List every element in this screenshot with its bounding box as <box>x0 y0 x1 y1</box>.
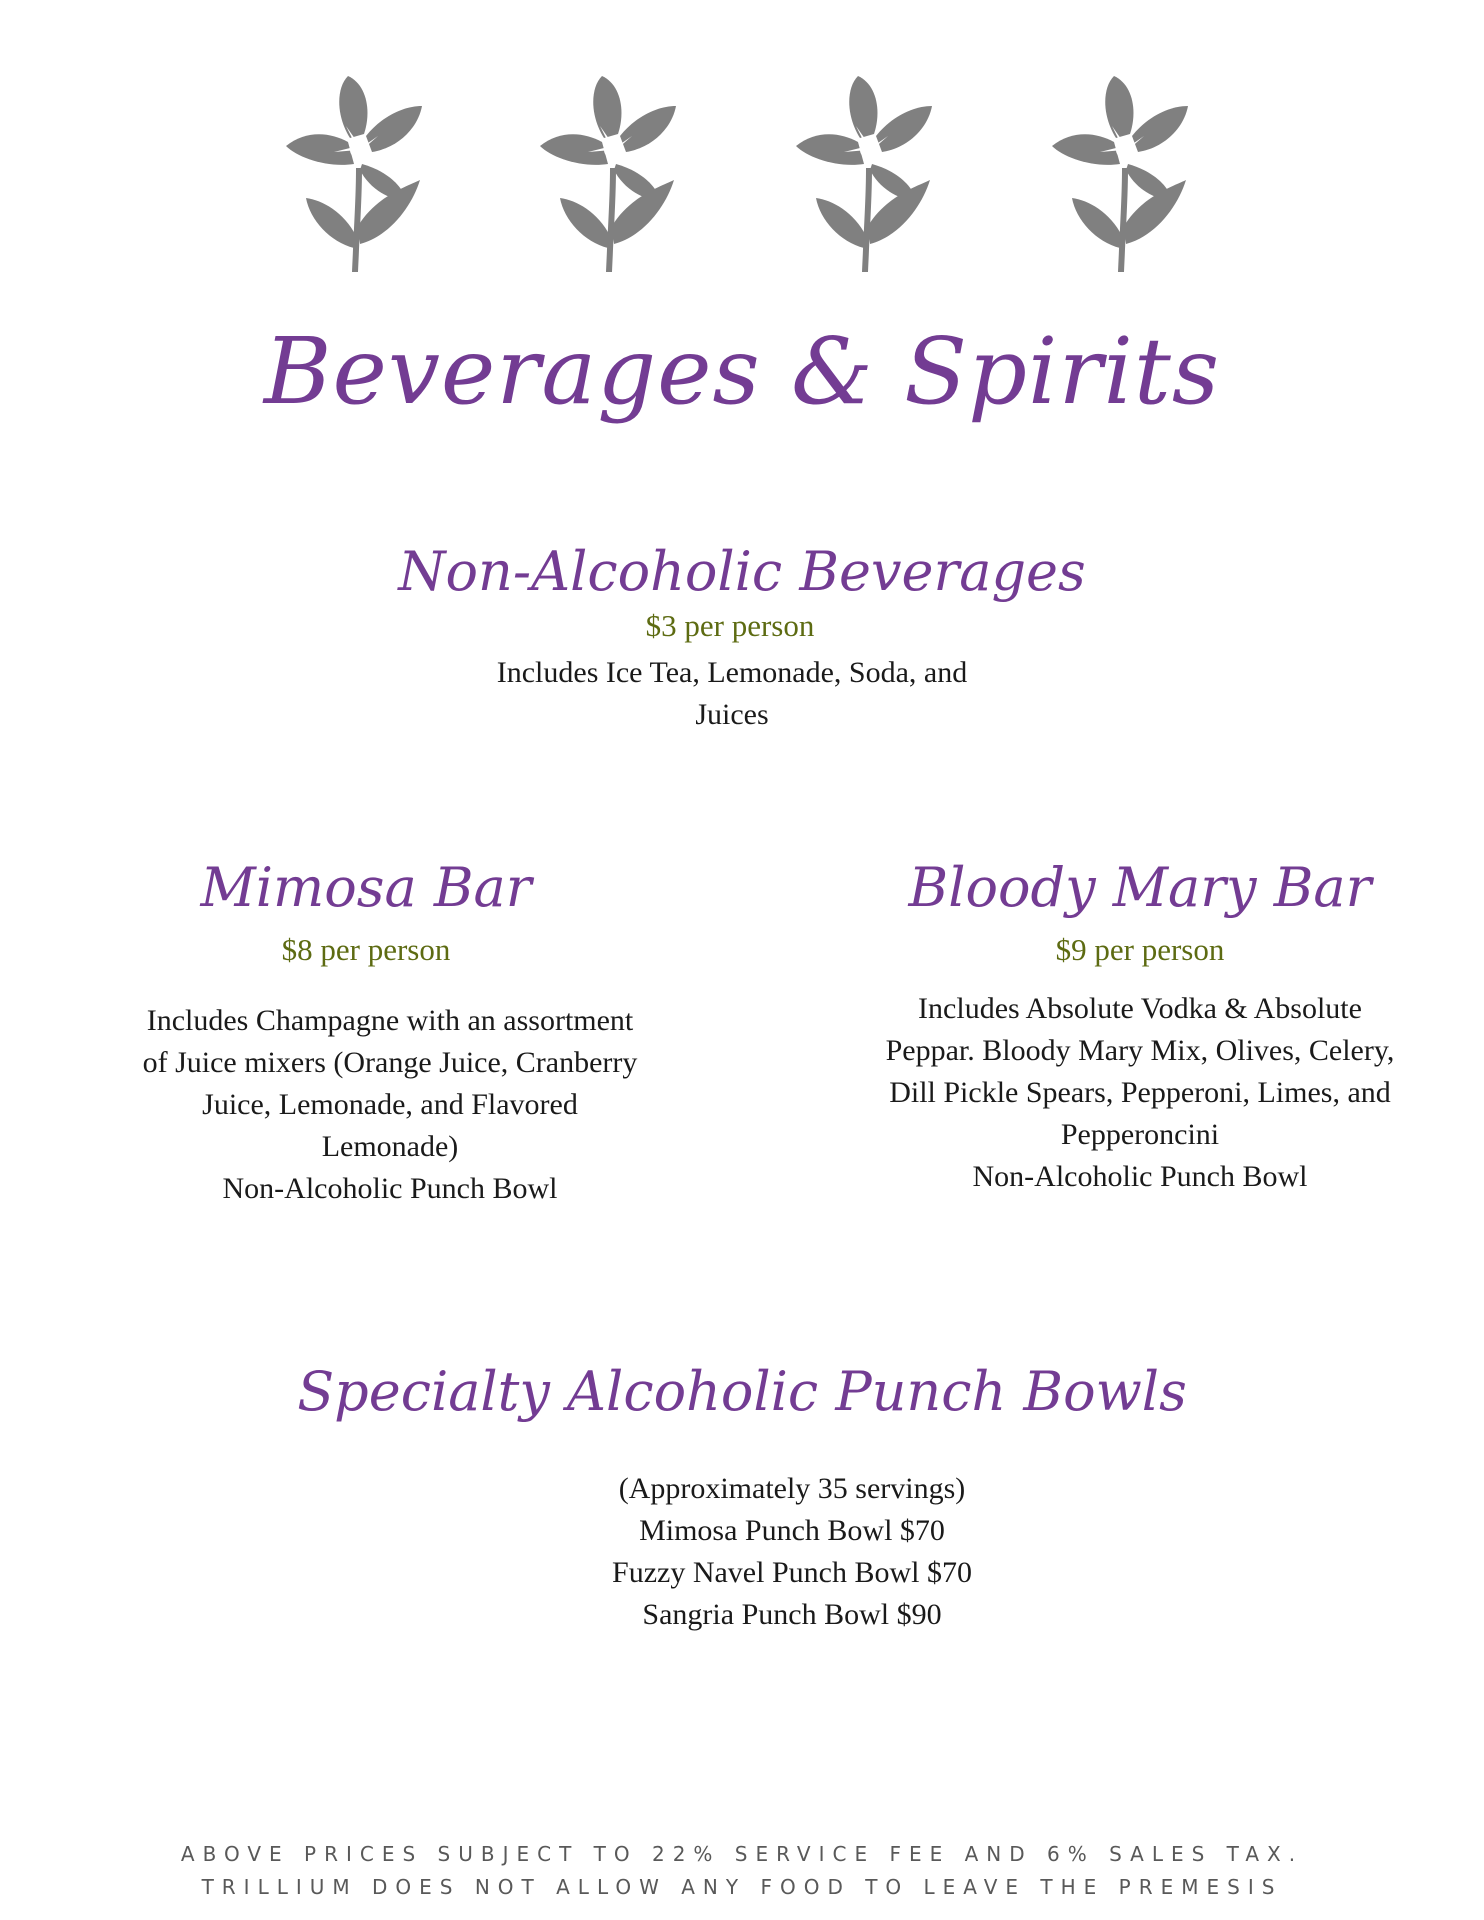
non-alcoholic-heading: Non-Alcoholic Beverages <box>398 540 1086 603</box>
description-line: Dill Pickle Spears, Pepperoni, Limes, and <box>889 1076 1391 1109</box>
non-alcoholic-price: $3 per person <box>645 608 815 643</box>
footer-notice <box>0 1838 1484 1904</box>
description-line: Peppar. Bloody Mary Mix, Olives, Celery, <box>885 1034 1395 1067</box>
description-line: Pepperoncini <box>1060 1118 1220 1151</box>
trillium-flower-icon <box>286 76 422 272</box>
description-line: Includes Champagne with an assortment <box>146 1004 634 1037</box>
trillium-flower-icon <box>796 76 932 272</box>
description-line: of Juice mixers (Orange Juice, Cranberry <box>142 1046 638 1079</box>
description-line: (Approximately 35 servings) <box>618 1472 966 1505</box>
trillium-flower-icon <box>1052 76 1188 272</box>
description-line: Non-Alcoholic Punch Bowl <box>972 1160 1308 1193</box>
mimosa-bar-price: $8 per person <box>281 932 451 967</box>
bloody-mary-bar-description <box>830 988 1450 1198</box>
description-line: Includes Ice Tea, Lemonade, Soda, and <box>496 656 968 689</box>
bloody-mary-bar-price: $9 per person <box>1055 932 1225 967</box>
description-line: Non-Alcoholic Punch Bowl <box>222 1172 558 1205</box>
description-line: Fuzzy Navel Punch Bowl $70 <box>612 1556 972 1589</box>
footer-line: TRILLIUM DOES NOT ALLOW ANY FOOD TO LEAVE THE PREMESIS <box>201 1875 1283 1899</box>
description-line: Includes Absolute Vodka & Absolute <box>918 992 1362 1025</box>
footer-line: ABOVE PRICES SUBJECT TO 22% SERVICE FEE AND 6% SALES TAX. <box>180 1842 1304 1866</box>
description-line: Lemonade) <box>321 1130 459 1163</box>
non-alcoholic-description <box>442 652 1022 736</box>
punch-bowls-description <box>492 1468 1092 1636</box>
bloody-mary-bar-heading: Bloody Mary Bar <box>908 856 1372 919</box>
mimosa-bar-heading: Mimosa Bar <box>200 856 532 919</box>
description-line: Mimosa Punch Bowl $70 <box>639 1514 945 1547</box>
page-title: Beverages & Spirits <box>263 318 1221 425</box>
trillium-flower-icon <box>540 76 676 272</box>
description-line: Sangria Punch Bowl $90 <box>642 1598 942 1631</box>
flower-decoration-row <box>0 76 1484 272</box>
description-line: Juices <box>695 698 769 731</box>
description-line: Juice, Lemonade, and Flavored <box>202 1088 578 1121</box>
mimosa-bar-description <box>80 1000 700 1210</box>
punch-bowls-heading: Specialty Alcoholic Punch Bowls <box>297 1360 1187 1423</box>
